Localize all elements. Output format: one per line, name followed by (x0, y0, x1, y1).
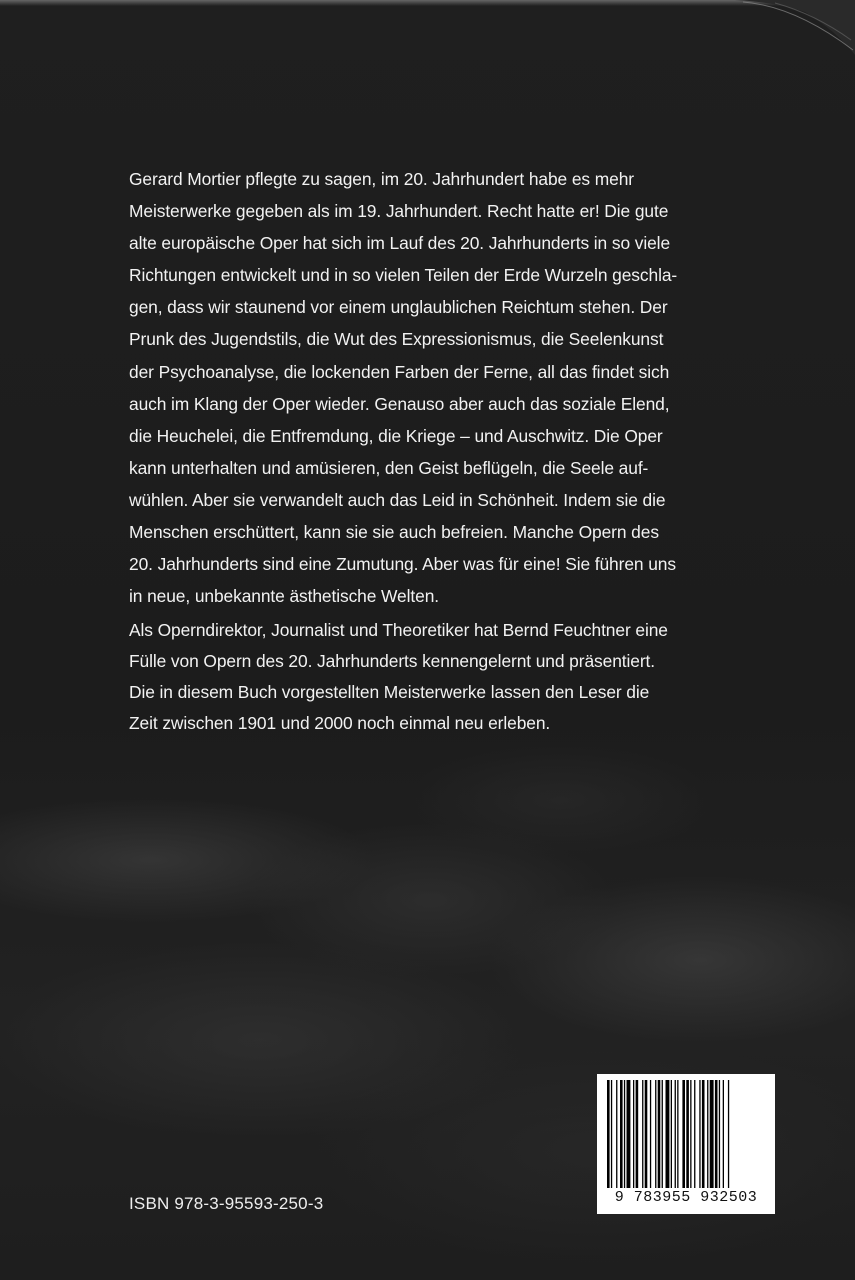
barcode-bar (682, 1080, 685, 1188)
barcode-bar (719, 1080, 720, 1188)
barcode-bar (616, 1080, 617, 1188)
barcode-bar (650, 1080, 651, 1188)
blurb-line: Menschen erschüttert, kann sie sie auch befreien. Manche Opern des (129, 522, 659, 543)
barcode (597, 1074, 775, 1214)
barcode-bar (624, 1080, 625, 1188)
barcode-bar (645, 1080, 648, 1188)
blurb-line: Zeit zwischen 1901 und 2000 noch einmal neu erleben. (129, 713, 551, 733)
blurb-paragraph-2 (129, 615, 749, 739)
blurb-line: Als Operndirektor, Journalist und Theoretiker hat Bernd Feuchtner eine (129, 620, 668, 640)
barcode-bar (620, 1080, 623, 1188)
barcode-bar (690, 1080, 691, 1188)
blurb-line: gen, dass wir staunend vor einem unglaublichen Reichtum stehen. Der (129, 297, 668, 318)
barcode-bar (710, 1080, 714, 1188)
blurb-line: Fülle von Opern des 20. Jahrhunderts kennengelernt und präsentiert. (129, 651, 655, 671)
barcode-bar (633, 1080, 634, 1188)
blurb-line: die Heuchelei, die Entfremdung, die Kriege – und Auschwitz. Die Oper (129, 425, 663, 446)
blurb-paragraph-1 (129, 163, 749, 612)
barcode-digits: 9 783955 932503 (614, 1189, 758, 1206)
barcode-bar (611, 1080, 612, 1188)
blurb-line: Gerard Mortier pflegte zu sagen, im 20. Jahrhundert habe es mehr (129, 169, 634, 189)
barcode-bar (655, 1080, 656, 1188)
barcode-bar (666, 1080, 670, 1188)
barcode-bar (642, 1080, 643, 1188)
barcode-bar (699, 1080, 700, 1188)
blurb-line: alte europäische Oper hat sich im Lauf des 20. Jahrhunderts in so viele (129, 233, 671, 254)
blurb-line: Richtungen entwickelt und in so vielen Teilen der Erde Wurzeln geschla- (129, 265, 678, 286)
barcode-bar (675, 1080, 676, 1188)
blurb-line: wühlen. Aber sie verwandelt auch das Leid in Schönheit. Indem sie die (129, 489, 666, 510)
blurb-line: auch im Klang der Oper wieder. Genauso aber auch das soziale Elend, (129, 393, 670, 414)
blurb-line: 20. Jahrhunderts sind eine Zumutung. Aber was für eine! Sie führen uns (129, 554, 676, 575)
barcode-bar (607, 1080, 610, 1188)
blurb-line: kann unterhalten und amüsieren, den Geist beflügeln, die Seele auf- (129, 457, 649, 478)
barcode-bar (728, 1080, 729, 1188)
barcode-bar (627, 1080, 631, 1188)
blurb-line: der Psychoanalyse, die lockenden Farben der Ferne, all das findet sich (129, 361, 670, 382)
barcode-bar (715, 1080, 718, 1188)
barcode-bar (686, 1080, 689, 1188)
blurb-line: Meisterwerke gegeben als im 19. Jahrhundert. Recht hatte er! Die gute (129, 201, 669, 222)
barcode-bar (662, 1080, 663, 1188)
cover-crease-mark (735, 0, 855, 60)
barcode-icon (607, 1080, 765, 1188)
isbn-label: ISBN 978-3-95593-250-3 (129, 1194, 324, 1213)
barcode-bar (702, 1080, 705, 1188)
barcode-bar (694, 1080, 695, 1188)
barcode-bar (636, 1080, 639, 1188)
barcode-bar (677, 1080, 678, 1188)
blurb-line: in neue, unbekannte ästhetische Welten. (129, 586, 439, 607)
barcode-bar (723, 1080, 724, 1188)
blurb-line: Prunk des Jugendstils, die Wut des Expressionismus, die Seelenkunst (129, 329, 664, 350)
barcode-bar (658, 1080, 661, 1188)
cover-top-edge (0, 0, 855, 6)
blurb-line: Die in diesem Buch vorgestellten Meisterwerke lassen den Leser die (129, 682, 650, 702)
barcode-bar (671, 1080, 672, 1188)
barcode-bar (707, 1080, 708, 1188)
